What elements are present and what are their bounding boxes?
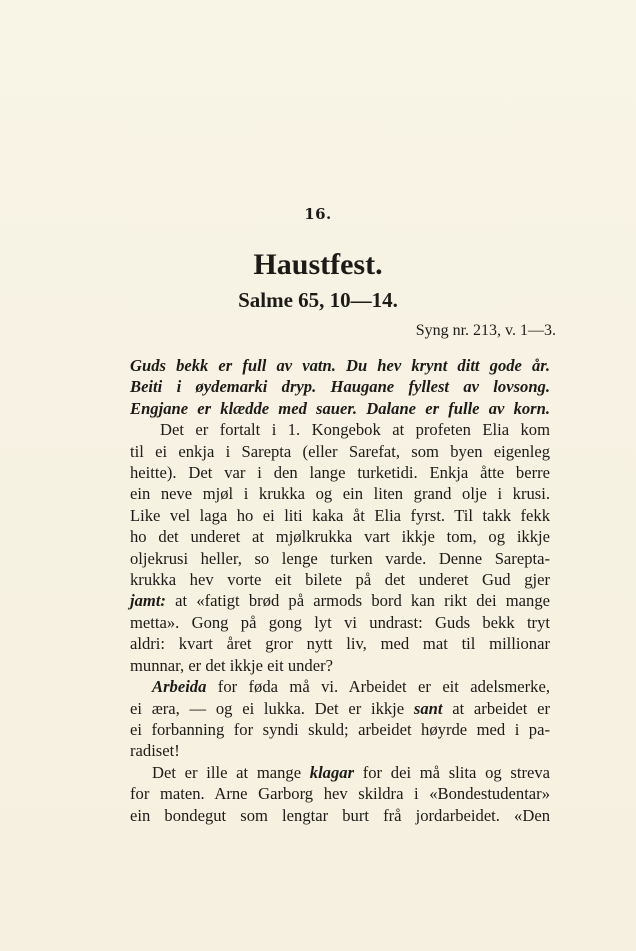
paragraph-line: ein neve mjøl i krukka og ein liten grand olje i krusi. [130, 484, 550, 504]
paragraph-line: heitte). Det var i den lange turketidi. Enkja åtte berre [130, 463, 550, 483]
paragraph-line: munnar, er det ikkje eit under? [130, 655, 333, 675]
verse-line: Guds bekk er full av vatn. Du hev krynt ditt gode år. [130, 356, 550, 375]
paragraph-text: Det er ille at mange [152, 762, 310, 782]
page-title: Haustfest. [253, 248, 383, 281]
paragraph-line: oljekrusi heller, so lenge turken varde. Denne Sarepta- [130, 548, 550, 568]
body-text [130, 355, 550, 826]
paragraph-line: metta». Gong på gong lyt vi undrast: Guds bekk tryt [130, 612, 550, 632]
emphasis-word: Arbeida [152, 677, 207, 697]
verse-line: Engjane er klædde med sauer. Dalane er fulle av korn. [130, 398, 550, 418]
psalm-reference: Salme 65, 10—14. [238, 288, 398, 312]
paragraph-line: krukka hev vorte eit bilete på det underet Gud gjer [130, 570, 550, 590]
paragraph-line: ei forbanning for syndi skuld; arbeidet høyrde med i pa- [130, 719, 550, 739]
paragraph-line: for maten. Arne Garborg hev skildra i «Bondestudentar» [130, 784, 550, 804]
paragraph-text: ei æra, — og ei lukka. Det er ikkje [130, 698, 414, 718]
paragraph-line: Like vel laga ho ei liti kaka åt Elia fyrst. Til takk fekk [130, 505, 550, 525]
paragraph-line: aldri: kvart året gror nytt liv, med mat til millionar [130, 634, 550, 654]
emphasis-word: sant [413, 698, 443, 718]
emphasis-word: klagar [309, 762, 355, 782]
paragraph-text: at «fatigt brød på armods bord kan rikt dei mange [175, 591, 550, 611]
paragraph-text: for dei må slita og streva [354, 762, 550, 782]
verse-line: Beiti i øydemarki dryp. Haugane fyllest av lovsong. [130, 377, 550, 397]
paragraph-line: ho det underet at mjølkrukka vart ikkje tom, og ikkje [130, 527, 550, 547]
paragraph-line [130, 698, 550, 719]
paragraph-line [130, 762, 550, 783]
paragraph-line: Det er fortalt i 1. Kongebok at profeten Elia kom [160, 420, 550, 440]
paragraph-line [130, 676, 550, 697]
paragraph-text: at arbeidet er [442, 698, 550, 718]
paragraph-line: ein bondegut som lengtar burt frå jordarbeidet. «Den [130, 805, 550, 825]
emphasis-word: jamt: [130, 591, 166, 611]
paragraph-line: til ei enkja i Sarepta (eller Sarefat, som byen eigenleg [130, 441, 550, 461]
chapter-number: 16. [304, 205, 332, 223]
paragraph-line [130, 590, 550, 611]
paragraph-text: for føda må vi. Arbeidet er eit adelsmerke, [206, 677, 550, 697]
hymn-reference: Syng nr. 213, v. 1—3. [415, 322, 556, 339]
paragraph-line: radiset! [130, 741, 180, 761]
